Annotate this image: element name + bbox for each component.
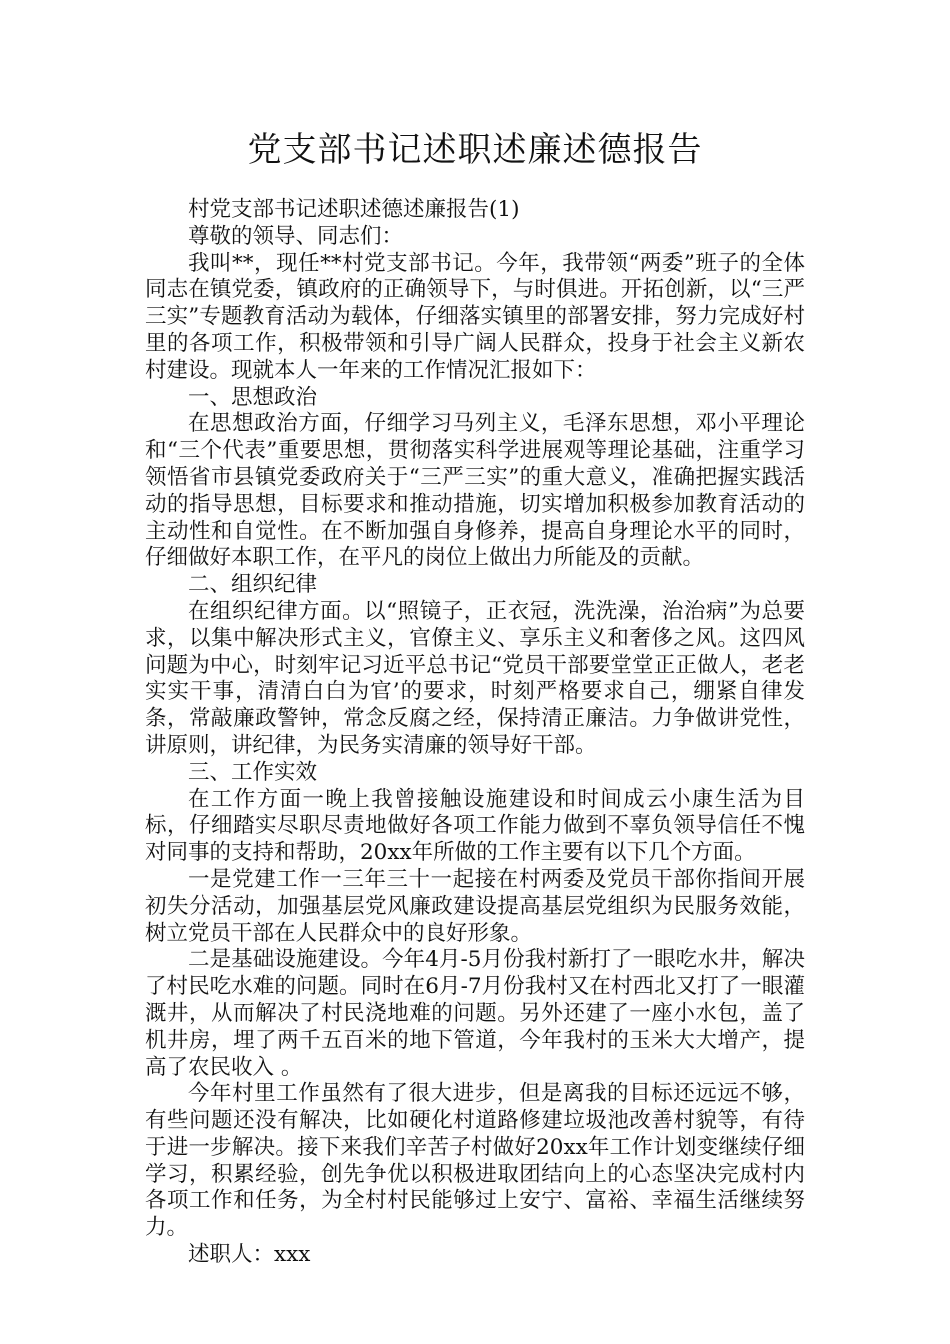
salutation: 尊敬的领导、同志们： xyxy=(188,223,404,249)
outlook-paragraph: 今年村里工作虽然有了很大进步，但是离我的目标还远远不够，有些问题还没有解决，比如硬化村道路修建垃圾池改善村貌等，有待于进一步解决。接下来我们辛苦子村做好20xx年工作计划变继续仔细学习，积累经验，创先争优以积极进取团结向上的心态坚决完成村内各项工作和任务，为全村村民能够过上安宁、富裕、幸福生活继续努力。 xyxy=(145,1081,805,1241)
infrastructure-paragraph: 二是基础设施建设。今年4月-5月份我村新打了一眼吃水井，解决了村民吃水难的问题。同时在6月-7月份我村又在村西北又打了一眼灌溉井，从而解决了村民浇地难的问题。另外还建了一座小水包，盖了机井房，埋了两千五百米的地下管道，今年我村的玉米大大增产，提高了农民收入 。 xyxy=(145,947,805,1080)
discipline-paragraph: 在组织纪律方面。以“照镜子，正衣冠，洗洗澡，治治病”为总要求，以集中解决形式主义，官僚主义、享乐主义和奢侈之风。这四风问题为中心，时刻牢记习近平总书记“党员干部要堂堂正正做人，老老实实干事，清清白白为官’的要求，时刻严格要求自己，绷紧自律发条，常敲廉政警钟，常念反腐之经，保持清正廉洁。力争做讲党性，讲原则，讲纪律，为民务实清廉的领导好干部。 xyxy=(145,598,805,758)
signature-line: 述职人：xxx xyxy=(188,1242,311,1268)
intro-paragraph: 我叫**，现任**村党支部书记。今年，我带领“两委”班子的全体同志在镇党委，镇政府的正确领导下，与时俱进。开拓创新，以“三严三实”专题教育活动为载体，仔细落实镇里的部署安排，努力完成好村里的各项工作，积极带领和引导广阔人民群众，投身于社会主义新农村建设。现就本人一年来的工作情况汇报如下： xyxy=(145,250,805,383)
report-subtitle: 村党支部书记述职述德述廉报告(1) xyxy=(188,197,520,222)
work-paragraph: 在工作方面一晚上我曾接触设施建设和时间成云小康生活为目标，仔细踏实尽职尽责地做好各项工作能力做到不辜负领导信任不愧对同事的支持和帮助，20xx年所做的工作主要有以下几个方面。 xyxy=(145,786,805,866)
document-body xyxy=(145,197,805,1269)
document-title: 党支部书记述职述廉述德报告 xyxy=(247,130,703,170)
section-heading-discipline: 二、组织纪律 xyxy=(188,572,318,598)
party-building-paragraph: 一是党建工作一三年三十一起接在村两委及党员干部你指间开展初失分活动，加强基层党风廉政建设提高基层党组织为民服务效能，树立党员干部在人民群众中的良好形象。 xyxy=(145,866,805,946)
section-heading-work: 三、工作实效 xyxy=(188,759,318,785)
section-heading-politics: 一、思想政治 xyxy=(188,384,318,410)
politics-paragraph: 在思想政治方面，仔细学习马列主义，毛泽东思想，邓小平理论和“三个代表”重要思想，贯彻落实科学进展观等理论基础，注重学习领悟省市县镇党委政府关于“三严三实”的重大意义，准确把握实践活动的指导思想，目标要求和推动措施，切实增加积极参加教育活动的主动性和自觉性。在不断加强自身修养，提高自身理论水平的同时，仔细做好本职工作，在平凡的岗位上做出力所能及的贡献。 xyxy=(145,411,805,571)
